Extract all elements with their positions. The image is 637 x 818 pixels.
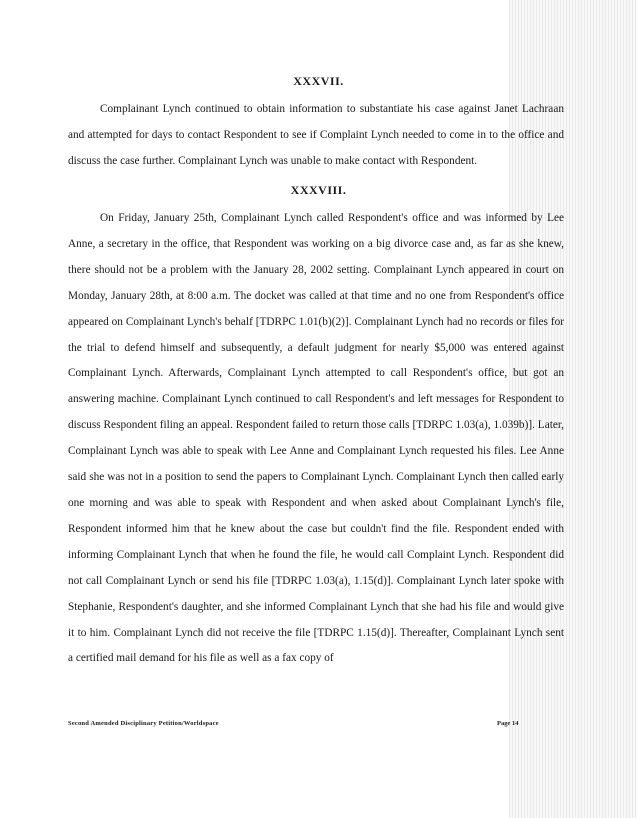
page-number: Page 14 (497, 720, 519, 727)
section-heading-xxxviii: XXXVIII. (290, 183, 347, 197)
paragraph-xxxviii: On Friday, January 25th, Complainant Lynch called Respondent's office and was informed by Lee Anne, a secretary in the office, that Respondent was working on a big divorce case and, as far as she knew, there should not be a problem with the January 28, 2002 setting. Complainant Lynch appeared in court on Monday, January 28th, at 8:00 a.m. The docket was called at that time and no one from Respondent's office appeared on Complainant Lynch's behalf [TDRPC 1.01(b)(2)]. Complainant Lynch had no records or files for the trial to defend himself and subsequently, a default judgment for nearly $5,000 was entered against Complainant Lynch. Afterwards, Complainant Lynch attempted to call Respondent's office, but got an answering machine. Complainant Lynch continued to call Respondent's and left messages for Respondent to discuss Respondent filing an appeal. Respondent failed to return those calls [TDRPC 1.03(a), 1.039b)]. Later, Complainant Lynch was able to speak with Lee Anne and Complainant Lynch requested his files. Lee Anne said she was not in a position to send the papers to Complainant Lynch. Complainant Lynch then called early one morning and was able to speak with Respondent and when asked about Complainant Lynch's file, Respondent informed him that he knew about the case but couldn't find the file. Respondent ended with informing Complainant Lynch that when he found the file, he would call Complaint Lynch. Respondent did not call Complainant Lynch or send his file [TDRPC 1.03(a), 1.15(d)]. Complainant Lynch later spoke with Stephanie, Respondent's daughter, and she informed Complainant Lynch that she had his file and would give it to him. Complainant Lynch did not receive the file [TDRPC 1.15(d)]. Thereafter, Complainant Lynch sent a certified mail demand for his file as well as a fax copy of (68, 212, 564, 665)
section-heading-xxxvii: XXXVII. (293, 74, 344, 88)
paragraph-xxxvii: Complainant Lynch continued to obtain information to substantiate his case against Janet Lachraan and attempted for days to contact Respondent to see if Complaint Lynch needed to come in to the office and discuss the case further. Complainant Lynch was unable to make contact with Respondent. (68, 103, 564, 167)
footer-title: Second Amended Disciplinary Petition/Worldspace (68, 720, 219, 727)
